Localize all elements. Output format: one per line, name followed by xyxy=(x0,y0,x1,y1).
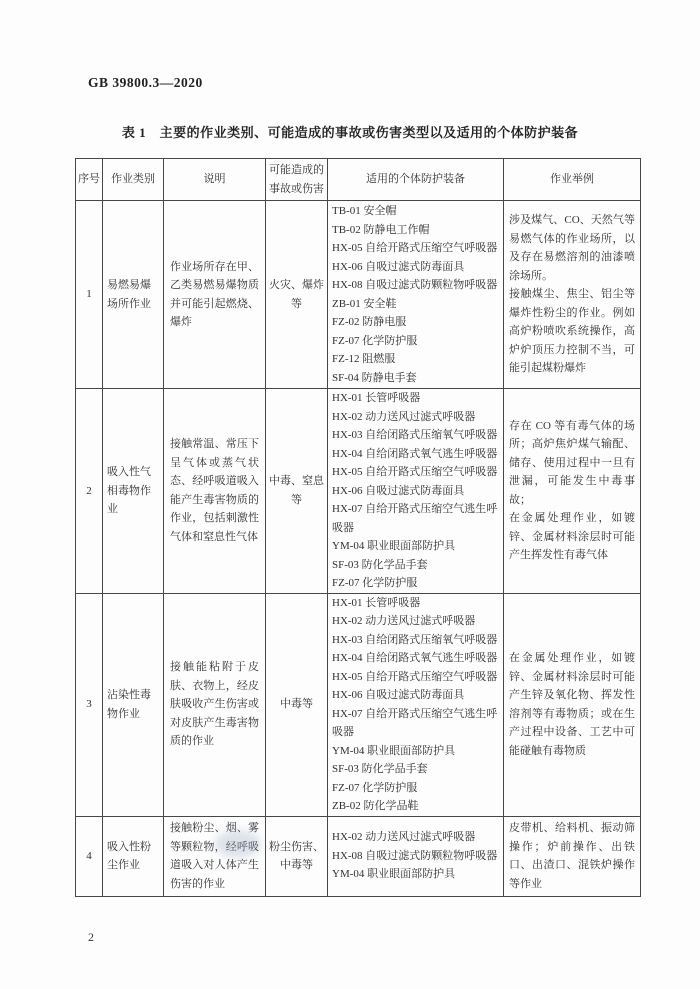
ppe-item: HX-04 自给闭路式氧气逃生呼吸器 xyxy=(332,652,498,664)
table-row xyxy=(76,816,641,896)
cell-description: 接触粉尘、烟、雾等颗粒物，经呼吸道吸入对人体产生伤害的作业 xyxy=(164,816,266,896)
ppe-item: FZ-02 防静电服 xyxy=(332,316,407,328)
ppe-item: TB-02 防静电工作帽 xyxy=(332,223,430,236)
header-ppe: 适用的个体防护装备 xyxy=(328,159,504,201)
table-header-row xyxy=(76,159,641,201)
table-row xyxy=(76,389,641,594)
ppe-item: ZB-02 防化学品鞋 xyxy=(332,800,419,812)
page-number: 2 xyxy=(88,930,94,944)
cell-examples xyxy=(504,593,641,816)
cell-no: 3 xyxy=(76,593,103,816)
table-row xyxy=(76,201,641,389)
example-paragraph: 存在 CO 等有毒气体的场所；高炉焦炉煤气输配、储存、使用过程中一旦有泄漏，可能发生中毒事故； xyxy=(509,419,635,506)
ppe-item: HX-06 自吸过滤式防毒面具 xyxy=(332,260,465,273)
header-no: 序号 xyxy=(76,159,103,201)
cell-category: 沾染性毒物作业 xyxy=(103,593,164,816)
ppe-item: YM-04 职业眼面部防护具 xyxy=(332,540,456,552)
ppe-item: YM-04 职业眼面部防护具 xyxy=(332,744,456,757)
ppe-item: HX-07 自给开路式压缩空气逃生呼吸器 xyxy=(332,707,498,738)
cell-no: 2 xyxy=(76,389,103,594)
header-examples: 作业举例 xyxy=(504,159,641,201)
header-hazard: 可能造成的事故或伤害 xyxy=(266,159,328,201)
cell-hazard: 中毒、窒息等 xyxy=(266,389,328,594)
cell-description: 作业场所存在甲、乙类易燃易爆物质并可能引起燃烧、爆炸 xyxy=(164,201,266,389)
example-paragraph: 在金属处理作业，如镀锌、金属材料涂层时可能产生锌及氧化物、挥发性溶剂等有毒物质；或在生产过程中设备、工艺中可能碰触有毒物质 xyxy=(509,652,635,757)
ppe-item: SF-03 防化学品手套 xyxy=(332,558,428,571)
ppe-item: HX-07 自给开路式压缩空气逃生呼吸器 xyxy=(332,503,498,534)
ppe-item: SF-03 防化学品手套 xyxy=(332,763,428,775)
cell-description: 接触常温、常压下呈气体或蒸气状态、经呼吸道吸入能产生毒害物质的作业，包括刺激性气体和窒息性气体 xyxy=(164,389,266,594)
ppe-item: HX-01 长管呼吸器 xyxy=(332,392,421,404)
ppe-item: FZ-07 化学防护服 xyxy=(332,781,418,794)
ppe-item: ZB-01 安全鞋 xyxy=(332,297,397,310)
table-title: 表 1 主要的作业类别、可能造成的事故或伤害类型以及适用的个体防护装备 xyxy=(121,125,579,140)
header-description: 说明 xyxy=(164,159,266,201)
ppe-item: HX-01 长管呼吸器 xyxy=(332,596,421,609)
ppe-item: HX-05 自给开路式压缩空气呼吸器 xyxy=(332,242,498,254)
ppe-item: FZ-07 化学防护服 xyxy=(332,577,418,589)
example-paragraph: 皮带机、给料机、振动筛操作；炉前操作、出铁口、出渣口、混铁炉操作等作业 xyxy=(509,822,635,890)
cell-hazard: 火灾、爆炸等 xyxy=(266,201,328,389)
ppe-item: HX-02 动力送风过滤式呼吸器 xyxy=(332,831,476,844)
ppe-item: HX-06 自吸过滤式防毒面具 xyxy=(332,689,465,701)
cell-ppe-list xyxy=(328,816,504,896)
ppe-item: YM-04 职业眼面部防护具 xyxy=(332,868,456,881)
cell-examples xyxy=(504,389,641,594)
cell-no: 1 xyxy=(76,201,103,389)
ppe-item: FZ-07 化学防护服 xyxy=(332,334,418,347)
cell-ppe-list xyxy=(328,201,504,389)
cell-no: 4 xyxy=(76,816,103,896)
ppe-item: TB-01 安全帽 xyxy=(332,205,397,217)
example-paragraph: 接触煤尘、焦尘、铝尘等爆炸性粉尘的作业。例如高炉粉喷吹系统操作，高炉炉顶压力控制不当，可能引起煤粉爆炸 xyxy=(509,288,635,375)
ppe-item: HX-02 动力送风过滤式呼吸器 xyxy=(332,615,476,627)
ppe-item: HX-04 自给闭路式氧气逃生呼吸器 xyxy=(332,447,498,460)
cell-ppe-list xyxy=(328,593,504,816)
example-paragraph: 涉及煤气、CO、天然气等易燃气体的作业场所，以及存在易燃溶剂的油漆喷涂场所。 xyxy=(509,214,635,282)
table-row xyxy=(76,593,641,816)
ppe-table xyxy=(75,158,641,897)
cell-hazard: 中毒等 xyxy=(266,593,328,816)
standard-number: GB 39800.3—2020 xyxy=(88,75,203,90)
cell-examples xyxy=(504,816,641,896)
ppe-item: HX-08 自吸过滤式防颗粒物呼吸器 xyxy=(332,279,498,291)
ppe-item: HX-05 自给开路式压缩空气呼吸器 xyxy=(332,670,498,683)
cell-hazard: 粉尘伤害、中毒等 xyxy=(266,816,328,896)
header-category: 作业类别 xyxy=(103,159,164,201)
ppe-item: FZ-12 阻燃服 xyxy=(332,353,396,365)
ppe-item: HX-03 自给闭路式压缩氧气呼吸器 xyxy=(332,633,498,646)
cell-category: 吸入性粉尘作业 xyxy=(103,816,164,896)
ppe-item: HX-06 自吸过滤式防毒面具 xyxy=(332,484,465,497)
ppe-item: SF-04 防静电手套 xyxy=(332,371,417,384)
ppe-item: HX-05 自给开路式压缩空气呼吸器 xyxy=(332,466,498,478)
cell-category: 易燃易爆场所作业 xyxy=(103,201,164,389)
cell-examples xyxy=(504,201,641,389)
ppe-item: HX-03 自给闭路式压缩氧气呼吸器 xyxy=(332,429,498,441)
cell-ppe-list xyxy=(328,389,504,594)
cell-description: 接触能粘附于皮肤、衣物上，经皮肤吸收产生伤害或对皮肤产生毒害物质的作业 xyxy=(164,593,266,816)
ppe-item: HX-08 自吸过滤式防颗粒物呼吸器 xyxy=(332,849,498,862)
ppe-item: HX-02 动力送风过滤式呼吸器 xyxy=(332,410,476,423)
cell-category: 吸入性气相毒物作业 xyxy=(103,389,164,594)
example-paragraph: 在金属处理作业，如镀锌、金属材料涂层时可能产生挥发性有毒气体 xyxy=(509,512,635,562)
